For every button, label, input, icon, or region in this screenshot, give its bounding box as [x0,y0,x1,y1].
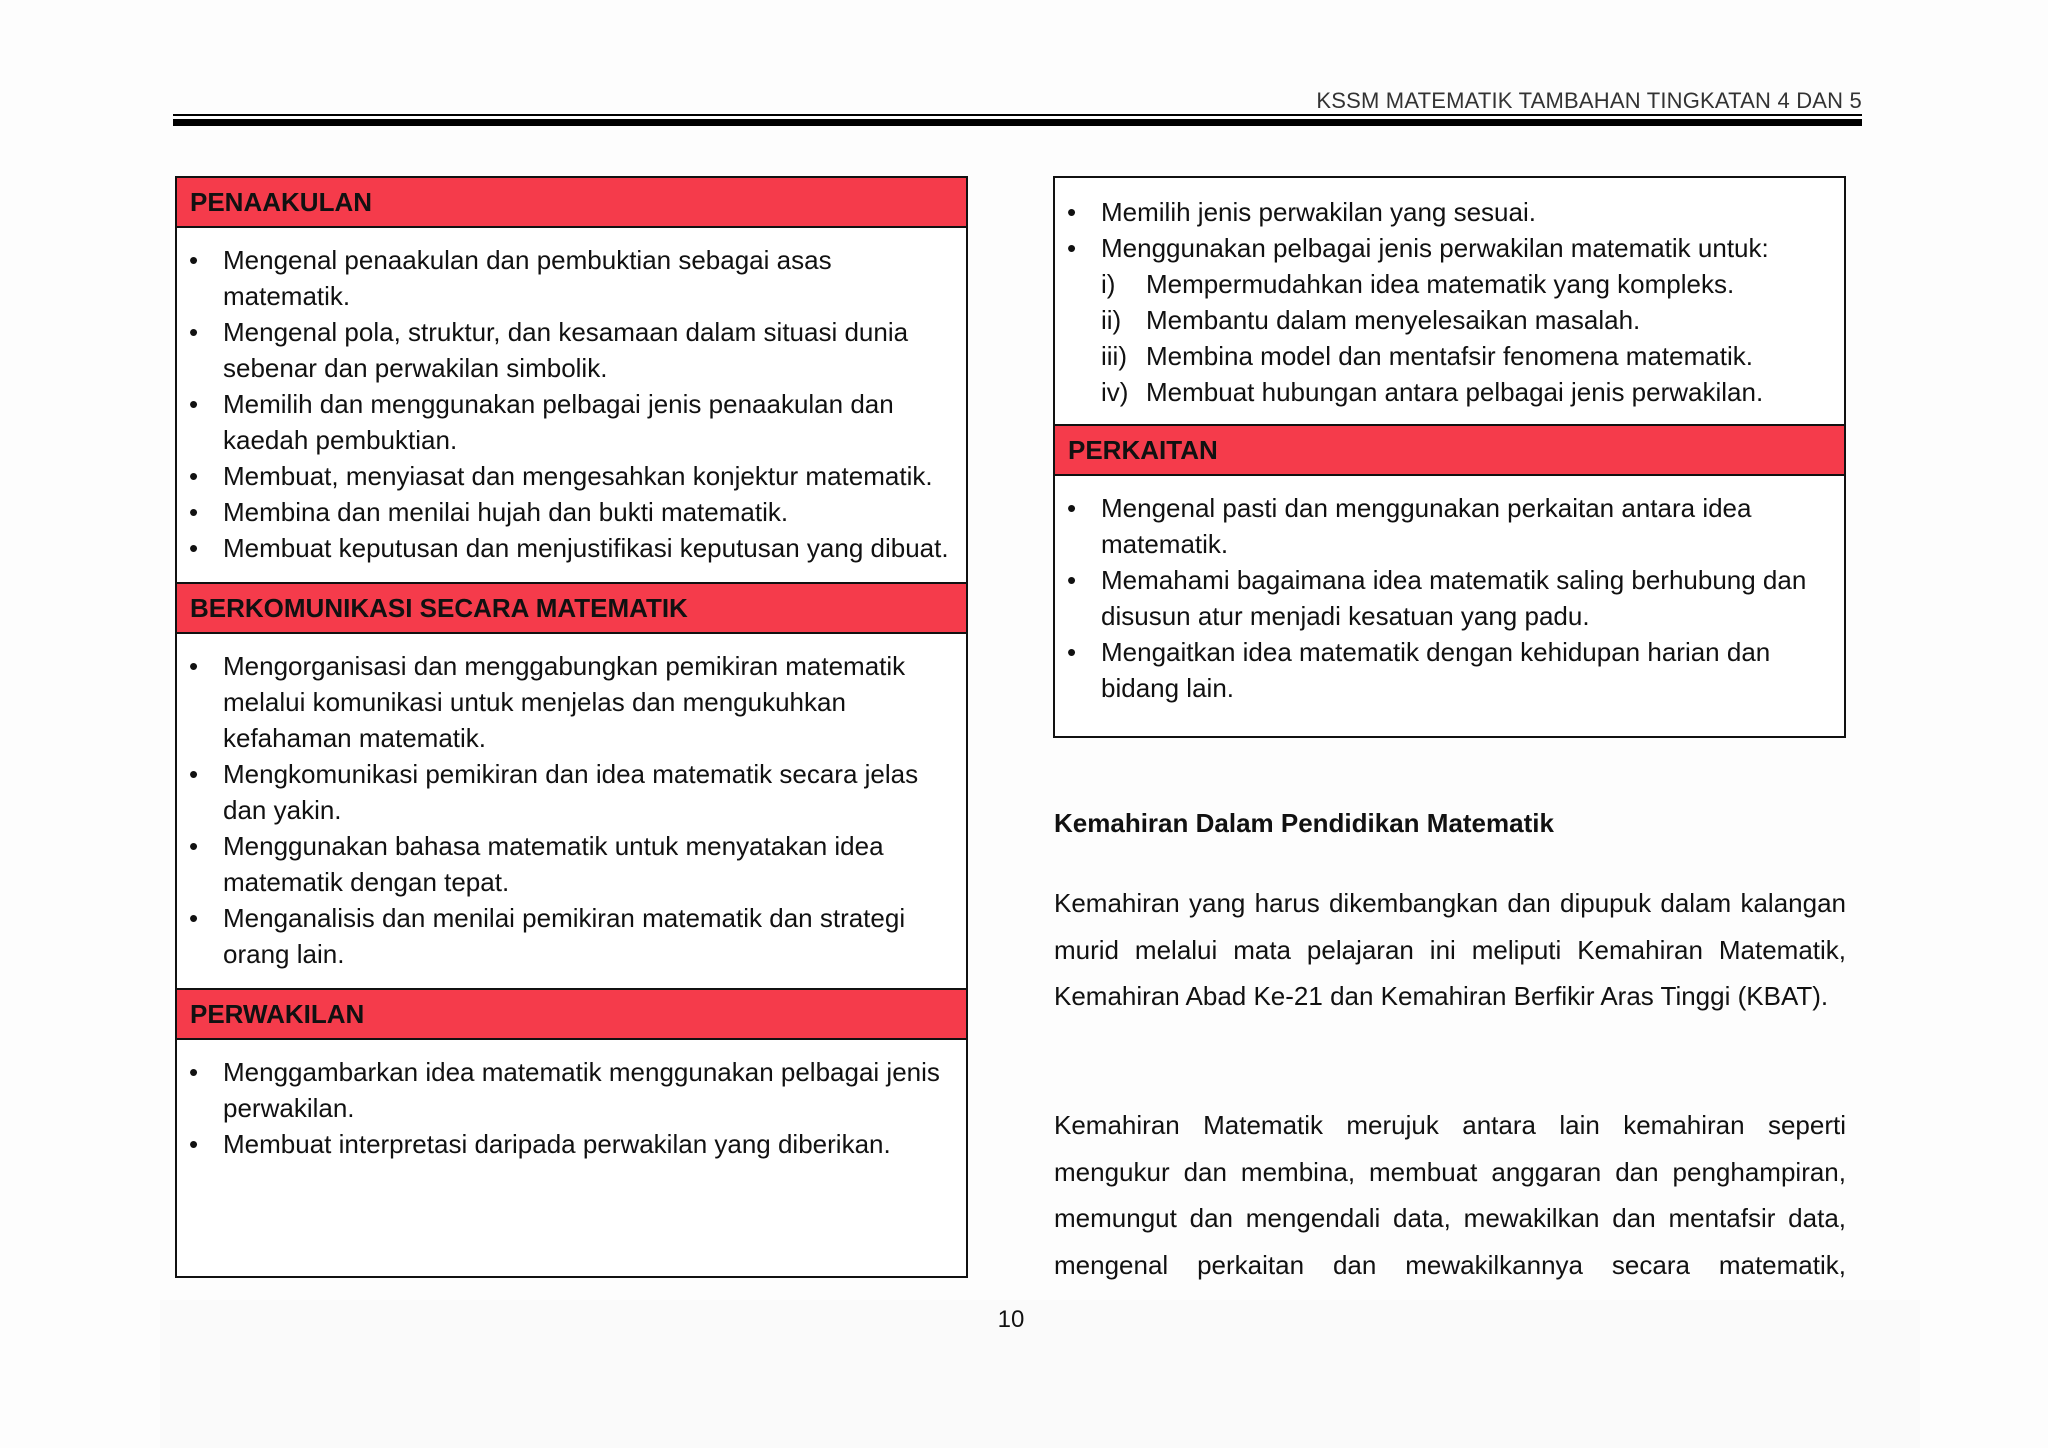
sub-list-item [1055,338,1834,374]
section-body-perwakilan [177,1040,966,1178]
left-table [175,176,968,1278]
list-item: • Menggambarkan idea matematik menggunakan pelbagai jenis perwakilan. [177,1054,956,1126]
list-item: • Mengaitkan idea matematik dengan kehidupan harian dan bidang lain. [1055,634,1834,706]
section-header-perwakilan: PERWAKILAN [177,988,966,1040]
paragraph: Kemahiran yang harus dikembangkan dan dipupuk dalam kalangan murid melalui mata pelajaran ini meliputi Kemahiran Matematik, Kemahiran Abad Ke-21 dan Kemahiran Berfikir Aras Tinggi (KBAT). [1054,888,1846,1011]
list-item: • Membuat keputusan dan menjustifikasi keputusan yang dibuat. [177,530,956,566]
section-body-penaakulan [177,228,966,582]
sub-item-number: iv) [1101,377,1129,407]
section-header-perkaitan: PERKAITAN [1055,424,1844,476]
list-item: • Mengenal pasti dan menggunakan perkaitan antara idea matematik. [1055,490,1834,562]
page-number: 10 [997,1306,1025,1333]
list-item: • Memilih jenis perwakilan yang sesuai. [1055,194,1834,230]
section-header-penaakulan: PENAAKULAN [177,178,966,228]
section-heading: Kemahiran Dalam Pendidikan Matematik [1054,808,1554,838]
sub-item-text: Mempermudahkan idea matematik yang kompleks. [1146,269,1735,299]
list-item: • Membuat, menyiasat dan mengesahkan konjektur matematik. [177,458,956,494]
sub-item-number: i) [1101,269,1116,299]
list-item: • Menggunakan bahasa matematik untuk menyatakan idea matematik dengan tepat. [177,828,956,900]
header-rule-thick [173,119,1862,126]
sub-item-text: Membina model dan mentafsir fenomena matematik. [1146,341,1753,371]
sub-item-text: Membuat hubungan antara pelbagai jenis perwakilan. [1146,377,1764,407]
header-rule-thin [173,114,1862,116]
list-item: • Menganalisis dan menilai pemikiran matematik dan strategi orang lain. [177,900,956,972]
list-item: • Memahami bagaimana idea matematik saling berhubung dan disusun atur menjadi kesatuan yang padu. [1055,562,1834,634]
section-body-perwakilan-continued [1055,178,1844,424]
list-item: • Mengenal pola, struktur, dan kesamaan dalam situasi dunia sebenar dan perwakilan simbolik. [177,314,956,386]
list-item: • Menggunakan pelbagai jenis perwakilan matematik untuk: [1055,230,1834,266]
list-item: • Membuat interpretasi daripada perwakilan yang diberikan. [177,1126,956,1162]
right-table [1053,176,1846,738]
sub-list-item [1055,374,1834,410]
section-body-berkomunikasi [177,634,966,988]
sub-list-item [1055,266,1834,302]
list-item: • Memilih dan menggunakan pelbagai jenis penaakulan dan kaedah pembuktian. [177,386,956,458]
paragraph: Kemahiran Matematik merujuk antara lain kemahiran seperti mengukur dan membina, membuat anggaran dan penghampiran, memungut dan mengendali data, mewakilkan dan mentafsir data, mengenal perkaitan dan mewakilkannya secara matematik, [1054,1110,1846,1280]
section-body-perkaitan [1055,476,1844,722]
running-header: KSSM MATEMATIK TAMBAHAN TINGKATAN 4 DAN 5 [1316,88,1862,113]
sub-list-item [1055,302,1834,338]
section-header-berkomunikasi: BERKOMUNIKASI SECARA MATEMATIK [177,582,966,634]
list-item: • Mengenal penaakulan dan pembuktian sebagai asas matematik. [177,242,956,314]
list-item: • Mengorganisasi dan menggabungkan pemikiran matematik melalui komunikasi untuk menjelas dan mengukuhkan kefahaman matematik. [177,648,956,756]
sub-item-text: Membantu dalam menyelesaikan masalah. [1146,305,1641,335]
list-item: • Mengkomunikasi pemikiran dan idea matematik secara jelas dan yakin. [177,756,956,828]
sub-item-number: ii) [1101,305,1122,335]
list-item: • Membina dan menilai hujah dan bukti matematik. [177,494,956,530]
sub-item-number: iii) [1101,341,1127,371]
